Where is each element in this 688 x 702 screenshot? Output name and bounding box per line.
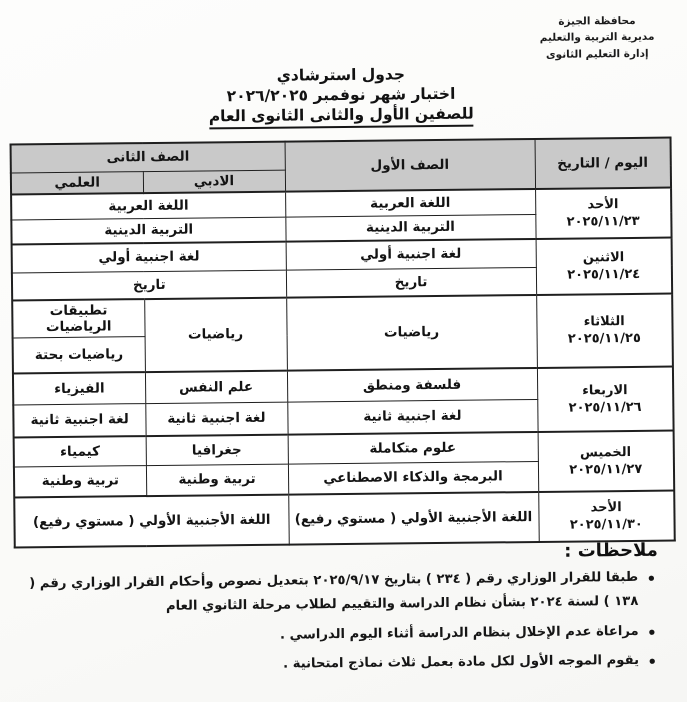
title-line-1: جدول استرشادي xyxy=(277,65,407,85)
day-date-cell xyxy=(537,238,674,295)
subject-cell-scientific: لغة اجنبية ثانية xyxy=(14,404,146,437)
subject-cell-scientific: الفيزياء xyxy=(14,372,146,405)
date-value: ٢٠٢٥/١١/٢٤ xyxy=(568,266,642,283)
letterhead xyxy=(540,13,655,63)
table-row xyxy=(15,430,675,467)
date-value: ٢٠٢٥/١١/٢٣ xyxy=(567,213,641,230)
day-name: الخميس xyxy=(580,444,633,461)
col-header-day-date: اليوم / التاريخ xyxy=(536,138,673,189)
subject-cell-literary: رياضيات xyxy=(145,298,288,372)
table-row xyxy=(15,490,675,547)
subject-cell-first-grade: علوم متكاملة xyxy=(289,431,539,464)
subject-cell-first-grade: البرمجة والذكاء الاصطناعي xyxy=(289,461,539,494)
subject-cell-scientific: رياضيات بحتة xyxy=(14,337,146,373)
col-header-scientific: العلمي xyxy=(12,171,144,194)
subject-cell-first-grade: فلسفة ومنطق xyxy=(288,367,538,402)
subject-cell-first-grade: اللغة الأجنبية الأولي ( مستوي رفيع) xyxy=(289,491,540,544)
day-name: الأحد xyxy=(591,499,623,515)
subject-cell-first-grade: التربية الدينية xyxy=(286,214,536,242)
header-row-1 xyxy=(12,138,672,173)
day-date-cell xyxy=(537,294,674,368)
subject-cell-literary: تربية وطنية xyxy=(147,464,289,495)
note-item: • يقوم الموجه الأول لكل مادة بعمل ثلاث نماذج امتحانية . xyxy=(22,649,660,679)
date-value: ٢٠٢٥/١١/٢٧ xyxy=(570,461,644,478)
subject-cell-scientific: كيمياء xyxy=(15,436,147,467)
subject-cell-literary: علم النفس xyxy=(146,370,288,403)
day-name: الاربعاء xyxy=(583,382,629,399)
subject-cell-first-grade: رياضيات xyxy=(287,295,538,370)
exam-schedule-table xyxy=(11,137,677,548)
title-line-3: للصفين الأول والثانى الثانوى العام xyxy=(0,102,686,132)
table-row xyxy=(13,238,673,273)
subject-cell-second-grade: اللغة الأجنبية الأولي ( مستوي رفيع) xyxy=(15,494,290,547)
letterhead-administration: إدارة التعليم الثانوى xyxy=(546,47,650,61)
table-row xyxy=(13,294,673,338)
day-date-cell xyxy=(538,366,675,431)
day-date-cell xyxy=(539,490,676,541)
letterhead-directorate: مديرية التربية والتعليم xyxy=(540,30,656,45)
date-value: ٢٠٢٥/١١/٢٥ xyxy=(568,331,642,347)
date-value: ٢٠٢٥/١١/٣٠ xyxy=(570,516,644,533)
day-name: الثلاثاء xyxy=(584,314,626,330)
subject-cell-second-grade: لغة اجنبية أولي xyxy=(13,242,287,273)
subject-cell-second-grade: تاريخ xyxy=(13,270,287,301)
notes-list xyxy=(21,566,660,680)
document-title xyxy=(0,62,686,132)
subject-cell-scientific: تربية وطنية xyxy=(15,466,147,497)
subject-cell-literary: لغة اجنبية ثانية xyxy=(146,402,288,435)
notes-section xyxy=(21,540,660,686)
subject-cell-first-grade: لغة اجنبية أولي xyxy=(287,239,537,270)
subject-cell-scientific: تطبيقات الرياضيات xyxy=(13,299,145,338)
subject-cell-second-grade: اللغة العربية xyxy=(12,192,286,220)
table-row xyxy=(14,366,674,405)
subject-cell-first-grade: تاريخ xyxy=(287,267,537,298)
note-item: • طبقا للقرار الوزاري رقم ( ٢٣٤ ) بتاريخ ٢٠٢٥/٩/١٧ بتعديل نصوص وأحكام القرار الوزاري رقم ( ١٣٨ ) لسنة ٢٠٢٤ بشأن نظام الدراسة والتقييم لطلاب مرحلة الثانوي العام xyxy=(21,566,659,620)
col-header-literary: الادبي xyxy=(144,170,286,193)
title-line-2: اختبار شهر نوفمبر ٢٠٢٦/٢٠٢٥ xyxy=(227,84,457,106)
date-value: ٢٠٢٥/١١/٢٦ xyxy=(569,399,643,416)
day-date-cell xyxy=(536,188,673,239)
subject-cell-first-grade: لغة اجنبية ثانية xyxy=(288,399,538,434)
subject-cell-second-grade: التربية الدينية xyxy=(12,217,286,245)
note-item: • مراعاة عدم الإخلال بنظام الدراسة أثناء اليوم الدراسي . xyxy=(22,619,660,649)
day-name: الاثنين xyxy=(583,250,626,266)
notes-heading: ملاحظات : xyxy=(565,539,659,562)
day-date-cell xyxy=(539,430,676,491)
letterhead-governorate: محافظة الجيزة xyxy=(559,14,637,28)
col-header-first-grade: الصف الأول xyxy=(286,139,537,192)
day-name: الأحد xyxy=(588,197,620,213)
subject-cell-literary: جغرافيا xyxy=(147,434,289,465)
col-header-second-grade: الصف الثانى xyxy=(12,142,286,173)
subject-cell-first-grade: اللغة العربية xyxy=(286,189,536,217)
